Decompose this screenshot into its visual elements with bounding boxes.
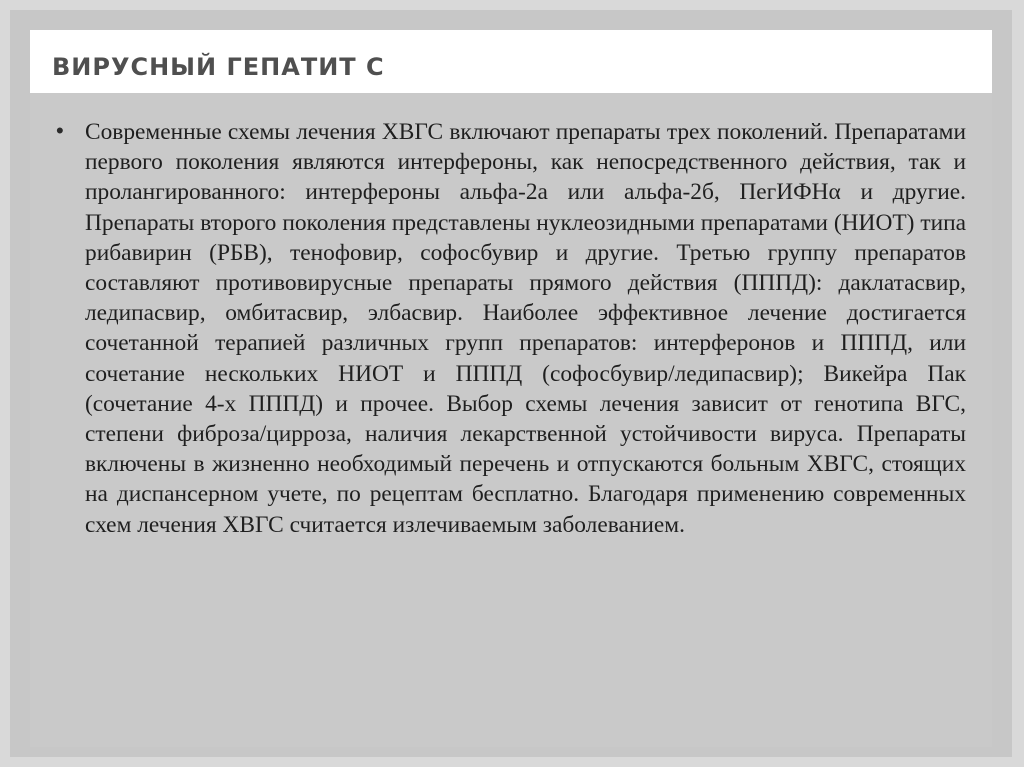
slide-title: ВИРУСНЫЙ ГЕПАТИТ С [52,53,385,81]
bullet-text: Современные схемы лечения ХВГС включают препараты трех поколений. Препаратами первого поколения являются интерфероны, как непосредственного действия, так и пролангированного: интерфероны альфа-2а или альфа-2б, ПегИФНα и другие. Препараты второго поколения представлены нуклеозидными препаратами (НИОТ) типа рибавирин (РБВ), тенофовир, софосбувир и другие. Третью группу препаратов составляют противовирусные препараты прямого действия (ПППД): даклатасвир, ледипасвир, омбитасвир, элбасвир. Наиболее эффективное лечение достигается сочетанной терапией различных групп препаратов: интерферонов и ПППД, или сочетание нескольких НИОТ и ПППД (софосбувир/ледипасвир); Викейра Пак (сочетание 4-х ПППД) и прочее. Выбор схемы лечения зависит от генотипа ВГС, степени фиброза/цирроза, наличия лекарственной устойчивости вируса. Препараты включены в жизненно необходимый перечень и отпускаются больным ХВГС, стоящих на диспансерном учете, по рецептам бесплатно. Благодаря применению современных схем лечения ХВГС считается излечиваемым заболеванием. [85,119,966,538]
bullet-icon: • [56,118,64,143]
bullet-item [56,117,966,540]
